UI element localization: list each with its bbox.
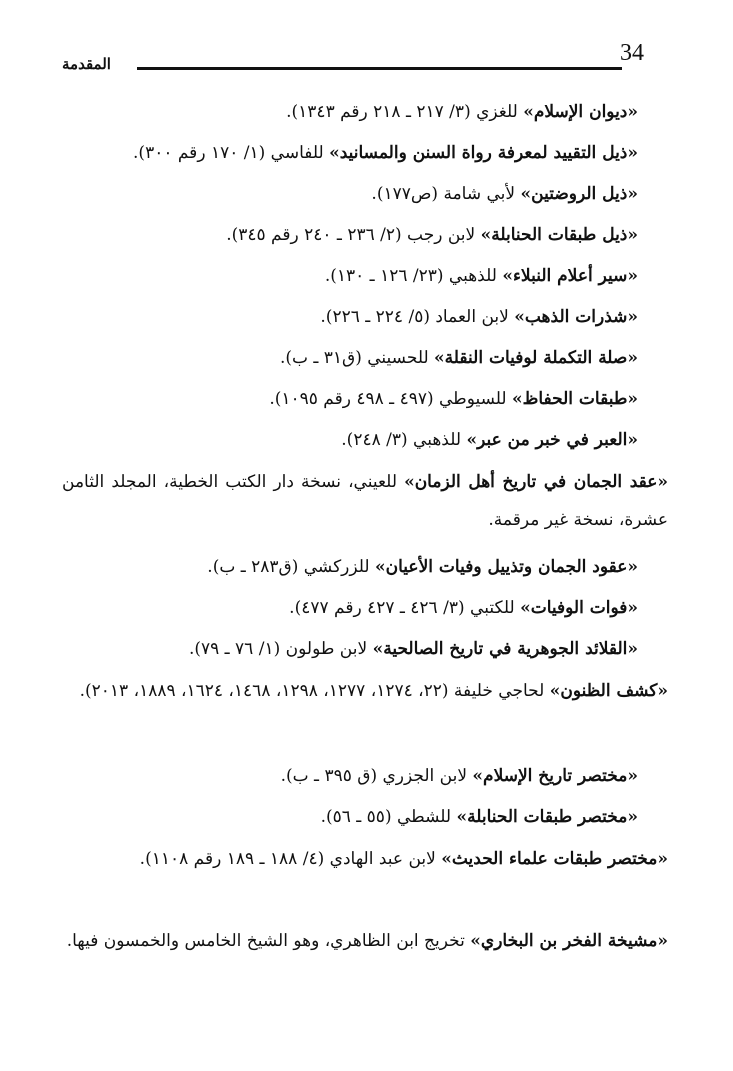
- reference-entry: [62, 380, 668, 418]
- reference-details: للكتبي (٣/ ٤٢٦ ـ ٤٢٧ رقم ٤٧٧).: [289, 598, 521, 618]
- reference-title: «كشف الظنون»: [549, 681, 668, 701]
- reference-details: للزركشي (ق٢٨٣ ـ ب).: [207, 557, 375, 577]
- header-rule: [137, 67, 622, 70]
- reference-entry: [62, 134, 668, 172]
- reference-title: «مختصر طبقات الحنابلة»: [456, 807, 638, 827]
- reference-title: «القلائد الجوهرية في تاريخ الصالحية»: [372, 639, 638, 659]
- reference-entry: [62, 339, 668, 377]
- reference-details: للشطي (٥٥ ـ ٥٦).: [320, 807, 457, 827]
- reference-title: «ذيل التقييد لمعرفة رواة السنن والمسانيد»: [329, 143, 638, 163]
- reference-details: للغزي (٣/ ٢١٧ ـ ٢١٨ رقم ١٣٤٣).: [286, 102, 524, 122]
- reference-title: «ذيل طبقات الحنابلة»: [480, 225, 638, 245]
- reference-details: لابن عبد الهادي (٤/ ١٨٨ ـ ١٨٩ رقم ١١٠٨).: [139, 849, 442, 869]
- reference-details: لأبي شامة (ص١٧٧).: [371, 184, 521, 204]
- reference-title: «شذرات الذهب»: [514, 307, 638, 327]
- reference-title: «ذيل الروضتين»: [520, 184, 638, 204]
- reference-entry: [62, 421, 668, 459]
- reference-details: لابن طولون (١/ ٧٦ ـ ٧٩).: [188, 639, 373, 659]
- reference-details: للفاسي (١/ ١٧٠ رقم ٣٠٠).: [133, 143, 330, 163]
- reference-title: «مشيخة الفخر بن البخاري»: [470, 931, 668, 951]
- reference-title: «طبقات الحفاظ»: [512, 389, 638, 409]
- reference-entry: [62, 757, 668, 795]
- reference-title: «ديوان الإسلام»: [523, 102, 638, 122]
- reference-entry: [62, 672, 668, 710]
- reference-details: للذهبي (٢٣/ ١٢٦ ـ ١٣٠).: [324, 266, 503, 286]
- reference-details: لابن الجزري (ق ٣٩٥ ـ ب).: [280, 766, 473, 786]
- page-number: 34: [620, 40, 644, 66]
- reference-entry: [62, 922, 668, 960]
- reference-details: تخريج ابن الظاهري، وهو الشيخ الخامس والخمسون فيها.: [66, 931, 471, 951]
- reference-title: «فوات الوفيات»: [520, 598, 638, 618]
- reference-entry: [62, 630, 668, 668]
- reference-details: لابن العماد (٥/ ٢٢٤ ـ ٢٢٦).: [320, 307, 515, 327]
- reference-entry: [62, 463, 668, 539]
- reference-entry: [62, 175, 668, 213]
- reference-details: للحسيني (ق٣١ ـ ب).: [279, 348, 435, 368]
- reference-title: «مختصر تاريخ الإسلام»: [472, 766, 638, 786]
- reference-entry: [62, 298, 668, 336]
- reference-details: لحاجي خليفة (٢٢، ١٢٧٤، ١٢٧٧، ١٢٩٨، ١٤٦٨، ١٦٢٤، ١٨٨٩، ٢٠١٣).: [79, 681, 550, 701]
- reference-entry: [62, 548, 668, 586]
- reference-details: لابن رجب (٢/ ٢٣٦ ـ ٢٤٠ رقم ٣٤٥).: [226, 225, 481, 245]
- reference-title: «العبر في خبر من عبر»: [466, 430, 638, 450]
- reference-title: «عقد الجمان في تاريخ أهل الزمان»: [404, 472, 668, 492]
- reference-title: «صلة التكملة لوفيات النقلة»: [434, 348, 638, 368]
- reference-details: للسيوطي (٤٩٧ ـ ٤٩٨ رقم ١٠٩٥).: [269, 389, 512, 409]
- reference-entry: [62, 257, 668, 295]
- page-header: [62, 38, 657, 78]
- section-title: المقدمة: [62, 55, 111, 73]
- reference-title: «عقود الجمان وتذييل وفيات الأعيان»: [375, 557, 638, 577]
- reference-entry: [62, 840, 668, 878]
- reference-title: «مختصر طبقات علماء الحديث»: [441, 849, 668, 869]
- reference-title: «سير أعلام النبلاء»: [502, 266, 638, 286]
- reference-entry: [62, 798, 668, 836]
- reference-entry: [62, 93, 668, 131]
- reference-details: للذهبي (٣/ ٢٤٨).: [341, 430, 467, 450]
- reference-details: للعيني، نسخة دار الكتب الخطية، المجلد الثامن عشرة، نسخة غير مرقمة.: [62, 472, 668, 530]
- reference-entry: [62, 589, 668, 627]
- reference-entry: [62, 216, 668, 254]
